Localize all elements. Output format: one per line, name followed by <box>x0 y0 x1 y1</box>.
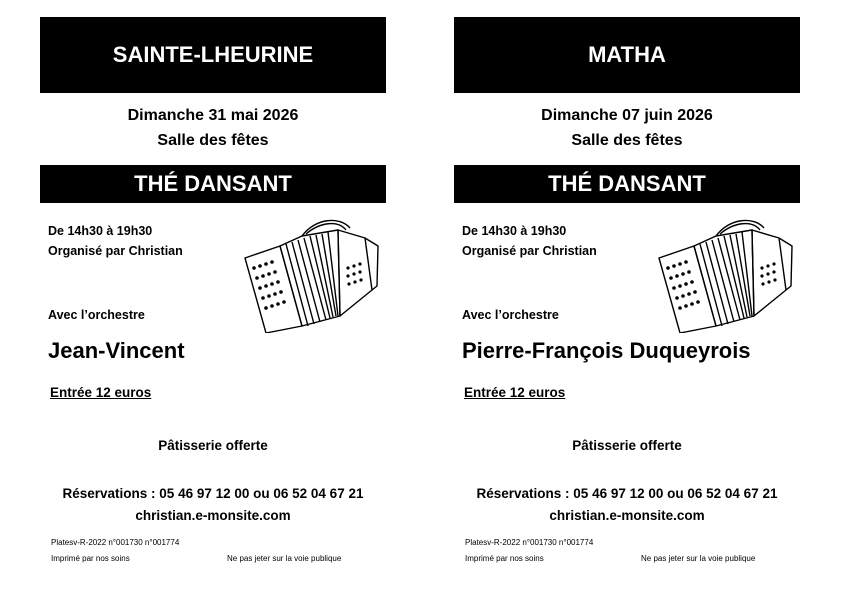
event-date: Dimanche 31 mai 2026 <box>127 107 299 124</box>
reservations-block <box>454 483 800 527</box>
town-banner <box>40 17 386 93</box>
event-venue: Salle des fêtes <box>571 132 683 149</box>
orchestra-label: Avec l’orchestre <box>48 308 145 322</box>
orchestra-name: Jean-Vincent <box>48 338 185 363</box>
website-text: christian.e-monsite.com <box>135 508 291 523</box>
license-number: Platesv-R-2022 n°001730 n°001774 <box>465 538 594 547</box>
date-venue <box>40 103 386 153</box>
town-name: SAINTE-LHEURINE <box>112 42 314 67</box>
event-banner <box>40 165 386 203</box>
event-details <box>48 221 183 261</box>
entry-price: Entrée 12 euros <box>464 385 566 400</box>
town-banner <box>454 17 800 93</box>
event-banner <box>454 165 800 203</box>
do-not-throw-note: Ne pas jeter sur la voie publique <box>227 554 342 563</box>
event-date: Dimanche 07 juin 2026 <box>541 107 713 124</box>
entry-price: Entrée 12 euros <box>50 385 152 400</box>
reservations-phone: Réservations : 05 46 97 12 00 ou 06 52 04 67 21 <box>476 486 778 501</box>
event-organizer: Organisé par Christian <box>462 244 597 258</box>
pastry-note: Pâtisserie offerte <box>158 438 268 453</box>
printed-note: Imprimé par nos soins <box>51 554 130 563</box>
event-hours: De 14h30 à 19h30 <box>462 224 567 238</box>
do-not-throw-note: Ne pas jeter sur la voie publique <box>641 554 756 563</box>
event-hours: De 14h30 à 19h30 <box>48 224 153 238</box>
event-title: THÉ DANSANT <box>134 171 292 196</box>
flyer-sainte-lheurine <box>40 0 400 596</box>
license-number: Platesv-R-2022 n°001730 n°001774 <box>51 538 180 547</box>
accordion-icon <box>240 208 380 333</box>
reservations-block <box>40 483 386 527</box>
event-title: THÉ DANSANT <box>548 171 706 196</box>
website-text: christian.e-monsite.com <box>549 508 705 523</box>
event-venue: Salle des fêtes <box>157 132 269 149</box>
reservations-phone: Réservations : 05 46 97 12 00 ou 06 52 04 67 21 <box>62 486 364 501</box>
pastry-note: Pâtisserie offerte <box>572 438 682 453</box>
flyer-matha <box>454 0 814 596</box>
date-venue <box>454 103 800 153</box>
event-details <box>462 221 597 261</box>
accordion-icon <box>654 208 794 333</box>
town-name: MATHA <box>588 42 666 67</box>
orchestra-label: Avec l’orchestre <box>462 308 559 322</box>
printed-note: Imprimé par nos soins <box>465 554 544 563</box>
orchestra-name: Pierre-François Duqueyrois <box>462 338 751 363</box>
event-organizer: Organisé par Christian <box>48 244 183 258</box>
